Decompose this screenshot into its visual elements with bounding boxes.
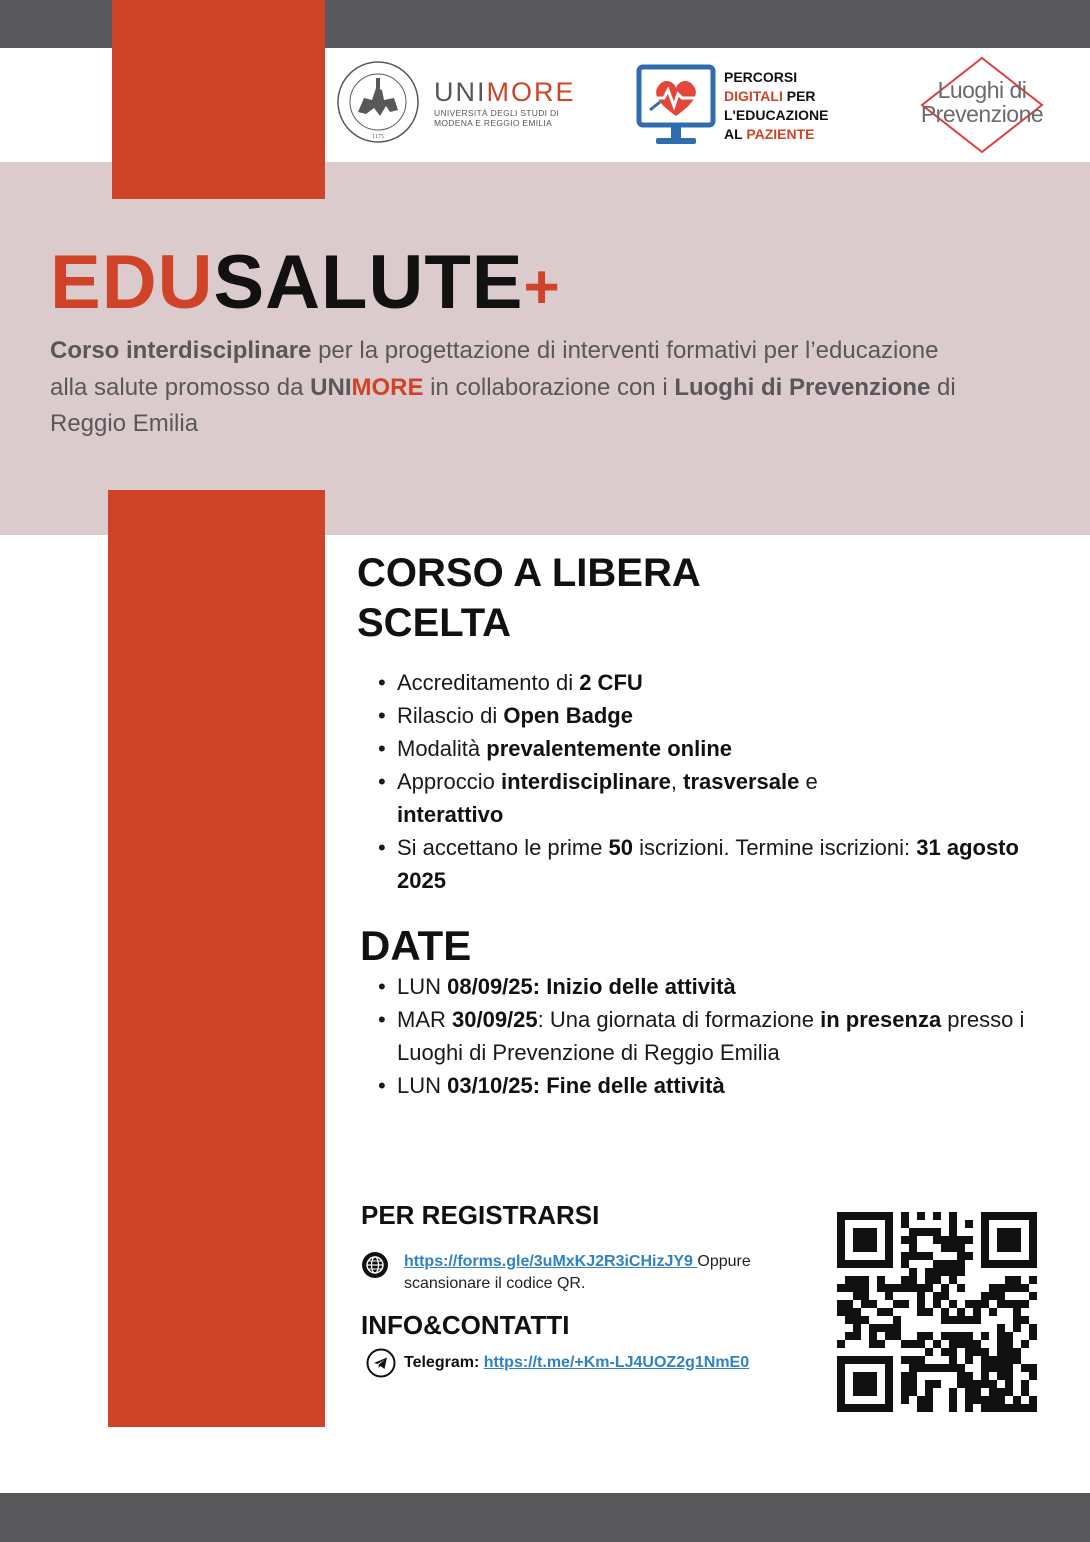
percorsi-line4-prefix: AL — [724, 126, 747, 142]
course-heading — [357, 548, 701, 648]
university-seal-icon — [336, 60, 420, 144]
registration-form-link[interactable]: https://forms.gle/3uMxKJ2R3iCHizJY9 — [404, 1253, 698, 1270]
luoghi-line1: Luoghi di — [937, 77, 1027, 103]
unimore-sub-line1: UNIVERSITÀ DEGLI STUDI DI — [434, 107, 560, 118]
registration-row — [361, 1251, 804, 1295]
unimore-name-accent: MORE — [486, 76, 576, 107]
registration-heading: PER REGISTRARSI — [361, 1200, 600, 1230]
course-heading-line1: CORSO A LIBERA — [357, 551, 701, 595]
list-item: • Modalità prevalentemente online — [378, 732, 1058, 765]
telegram-icon — [366, 1348, 396, 1378]
intro-bold-luoghi: Luoghi di Prevenzione — [674, 373, 931, 401]
course-heading-line2: SCELTA — [357, 601, 512, 645]
bottom-bar — [0, 1493, 1090, 1542]
list-item: • Si accettano le prime 50 iscrizioni. Termine iscrizioni: 31 agosto 2025 — [378, 831, 1058, 897]
red-accent-block-bottom — [108, 490, 325, 1427]
intro-text-3: di Reggio Emilia — [50, 373, 956, 437]
telegram-row — [366, 1348, 749, 1378]
title-salute: SALUTE — [213, 240, 524, 325]
list-item: • Accreditamento di 2 CFU — [378, 666, 1058, 699]
registration-after-text: Oppure scansionare il codice QR. — [404, 1253, 751, 1292]
info-heading: INFO&CONTATTI — [361, 1310, 570, 1340]
intro-uni: UNI — [310, 373, 352, 401]
percorsi-line4-accent: PAZIENTE — [746, 126, 815, 142]
red-accent-block-top — [112, 0, 325, 199]
luoghi-di-prevenzione-logo — [912, 50, 1052, 160]
intro-text-2: in collaborazione con i — [423, 373, 675, 401]
telegram-label: Telegram: — [404, 1354, 484, 1371]
dates-list — [378, 970, 1058, 1102]
intro-more: MORE — [351, 373, 424, 401]
title-edu: EDU — [50, 240, 214, 325]
percorsi-line2-rest: PER — [782, 88, 816, 104]
page-title — [50, 240, 561, 331]
globe-icon — [361, 1251, 389, 1279]
list-item: • Rilascio di Open Badge — [378, 699, 1058, 732]
list-item: • MAR 30/09/25: Una giornata di formazione in presenza presso i Luoghi di Prevenzione di Reggio Emilia — [378, 1003, 1058, 1069]
percorsi-line1: PERCORSI — [724, 69, 798, 85]
intro-paragraph — [50, 333, 980, 443]
monitor-heart-icon — [636, 64, 716, 148]
percorsi-line3: L'EDUCAZIONE — [724, 107, 829, 123]
list-item: • Approccio interdisciplinare, trasversale e interattivo — [378, 765, 1058, 831]
list-item: • LUN 03/10/25: Fine delle attività — [378, 1069, 1058, 1102]
dates-heading: DATE — [360, 922, 472, 969]
unimore-logo — [336, 60, 576, 144]
percorsi-line2-accent: DIGITALI — [724, 88, 783, 104]
title-plus: + — [523, 253, 561, 322]
intro-text-1: per la progettazione di interventi formativi per l’educazione alla salute promosso da — [50, 337, 939, 401]
unimore-name-prefix: UNI — [434, 76, 487, 107]
luoghi-line2: Prevenzione — [920, 101, 1044, 127]
telegram-link[interactable]: https://t.me/+Km-LJ4UOZ2g1NmE0 — [483, 1354, 750, 1371]
course-features-list — [378, 666, 1058, 897]
intro-bold-course: Corso interdisciplinare — [50, 337, 312, 364]
percorsi-digitali-logo — [636, 64, 828, 148]
qr-code[interactable] — [837, 1212, 1037, 1412]
svg-text:1175: 1175 — [372, 134, 384, 140]
unimore-sub-line2: MODENA E REGGIO EMILIA — [434, 117, 553, 128]
list-item: • LUN 08/09/25: Inizio delle attività — [378, 970, 1058, 1003]
